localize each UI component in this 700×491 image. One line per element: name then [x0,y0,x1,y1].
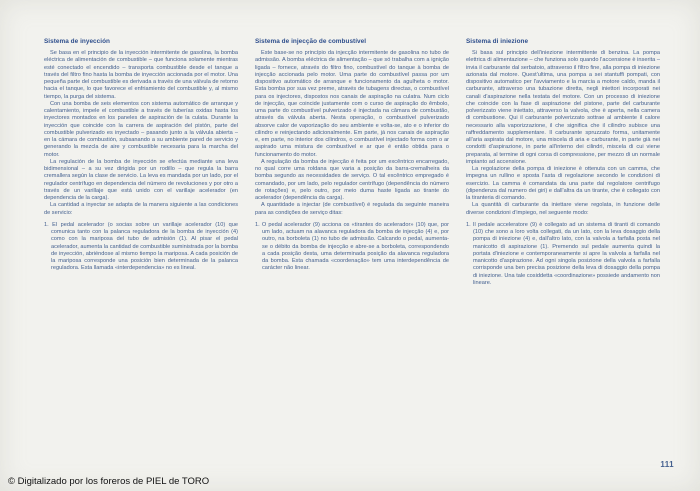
list-item: 1. O pedal acelerador (9) acciona os «tirantes do acelerador» (10) que, por um lado, actuam na alavanca reguladora da bomba de injecção (4) e, por outro, na borboleta (1) no tubo de admissão. Calcando o pedal, aumenta-se o débito da bomba de injecção e abre-se a borboleta, correspondendo a cada posição desta, uma determinada posição da alavanca reguladora da bomba. Esta chamada «coordenação» tem uma interdependência de carácter não linear. [255,221,449,272]
paragraph: Este base-se no princípio da injecção intermitente de gasolina no tubo de admissão. A bomba eléctrica de alimentação – que só trabalha com a ignição ligada – fornece, através do filtro fino, combustível do tanque à bomba de injecção accionada pelo motor. Uma parte do combustível passa por um dispositivo automático de arranque e funcionamento da agulheta o motor. Esta bomba por sua vez preme, através de tubagens directas, o combustível para os injectores, dispostos nos canais de aspiração na culatra. Num ciclo de injecção, que coincide justamente com o curso de aspiração do êmbolo, uma parte do combustível pulverizado é injectada na câmara de combustão, através da válvula aberta. Nesta operação, o combustível pulverizado absorve calor de vaporização do seu ambiente e volta-se, ato e o inferior do cilindro e reinjectando adicionalmente. Em parte, já nos canais de aspiração e, em parte, no interior dos cilindros, o combustível injectado forma com o ar aspirado uma mistura de combustível e ar que é então obtida para o funcionamento do motor. [255,50,449,158]
column-title-portuguese: Sistema de injecção de combustível [255,38,367,45]
list-item: 1. Il pedale acceleratore (9) è collegato ad un sistema di tiranti di comando (10) che sono a loro volta collegati, da un lato, con la leva dosaggio della pompa di iniezione (4) e, dall'altro lato, con la valvola a farfalla posta nel manicotto di aspirazione (1). Premendo sul pedale aumenta quindi la portata d'iniezione e contemporaneamente si apre la valvola a farfalla nel manicotto d'aspirazione. Ad ogni singola posizione della valvola a farfalla corrisponde una ben precisa posizione della leva di dosaggio della pompa di iniezione. Una tale cosiddetta «coordinazione» possiede andamento non lineare. [466,221,660,286]
column-title-spanish: Sistema de inyección [44,38,110,45]
column-spanish [44,38,238,458]
text-columns [44,38,660,458]
paragraph: La cantidad a inyectar se adapta de la manera siguiente a las condiciones de servicio: [44,202,238,216]
paragraph: A quantidade a injectar (de combustível) é regulada da seguinte maneira para as condições de serviço ditas: [255,202,449,216]
footer-credit: © Digitalizado por los foreros de PIEL de TORO [8,476,210,487]
paragraph: La regulación de la bomba de inyección se efectúa mediante una leva bidimensional – a su vez dirigida por un rodillo – que regula la barra cremallera según la clase de servicio. La leva es mandada por un lado, por el regulador centrífugo en dependencia del número de revoluciones y por otro a través de un varillaje que está unido con el varillaje acelerador (en dependencia de la carga). [44,158,238,201]
paragraph: Si basa sul principio dell'iniezione intermittente di benzina. La pompa elettrica di alimentazione – che funziona solo quando l'accensione è inserita – invia il carburante dal serbatoio, attraverso il filtro fine, alla pompa di iniezione azionata dal motore. Quest'ultima, una pompa a sei stantuffi pompati, con dispositivo automatico per l'avviamento e la marcia a motore caldo, manda il carburante, attraverso una tubazione diretta, negli iniettori incorporati nei canali d'aspirazione nella testata del motore. Con un processo di iniezione che coincide con la fase di aspirazione del pistone, parte del carburante polverizzato viene iniettato, attraverso la valvola, che è aperta, nella camera di combustione. Qui il carburante polverizzato sottrae al ambiente il calore necessario alla vaporizzazione, il che significa che il cilindro subisce una raffreddamento supplementare. Il carburante spruzzato forma, unitamente all'aria aspirata dal motore, una miscela di aria e carburante, in parte già nei condotti d'aspirazione, in parte all'interno dei cilindri, miscela di cui viene preparata, al termine di ogni corsa di compressione, per mezzo di un normale impianto ad accensione. [466,50,660,165]
column-portuguese [255,38,449,458]
paragraph: La quantità di carburante da iniettare viene regolata, in funzione delle diverse condizioni d'impiego, nel seguente modo: [466,202,660,216]
paragraph: La regolazione della pompa di iniezione è ottenuta con un camma, che impegna un rullino e sposta l'asta di regolazione secondo le condizioni di esercizio. La camma è comandata da una parte dal regolatore centrifugo (dipendenza dal numero dei giri) e dall'altra da un tirante, che è collegato con la tiranteria di comando. [466,166,660,201]
column-title-italian: Sistema di iniezione [466,38,529,45]
paragraph: A regulação da bomba de injecção é feita por um excêntrico encarregado, no qual corre uma roldana que varia a posição da barra-cremalheira da bomba segundo as necessidades de serviço. O tal excêntrico empregado é comandado, por um lado, pelo regulador centrífugo (dependência do número de rotações) e, pelo outro, por meio duma haste ligada ao tirante do acelerador (dependência da carga). [255,158,449,201]
paragraph: Con una bomba de seis elementos con sistema automático de arranque y calentamiento, impele el combustible a través de tuberías oxidas hasta los inyectores montados en los paneles de aspiración de la culata. Durante la inyección que coincide con la carrera de aspiración del pistón, parte del combustible pulverizado es inyectado – pasando junto a la válvula abierta – en la cámara de combustión, subsanando a su ambiente pared de servicio y generando la mezcla de aire y combustible necesaria para la marcha del motor. [44,100,238,158]
page-number: 111 [660,460,674,469]
list-item: 1. El pedal acelerador (o socias sobre un varillaje acelerador (10) que comunica tanto con la palanca reguladora de la bomba de inyección (4) como con la mariposa del tubo de admisión (1). Al pisar el pedal acelerador, aumenta la cantidad de combustible suministrada por la bomba de inyección, abriéndose al mismo tiempo la mariposa. A cada posición de la mariposa corresponde una posición bien determinada de la palanca reguladora. Esta llamada «interdependencia» no es lineal. [44,221,238,272]
paragraph: Se basa en el principio de la inyección intermitente de gasolina, la bomba eléctrica de alimentación de combustible – que funciona solamente mientras esté conectado el encendido – transporta combustible desde el tanque a través del filtro fino hasta la bomba de inyección accionada por el motor. Una pequeña parte del combustible es derivada a través de una válvula de retorno hacia el tanque, lo que favorece el enfriamiento del combustible y, al mismo tiempo, la purga del sistema. [44,50,238,100]
column-italian [466,38,660,458]
